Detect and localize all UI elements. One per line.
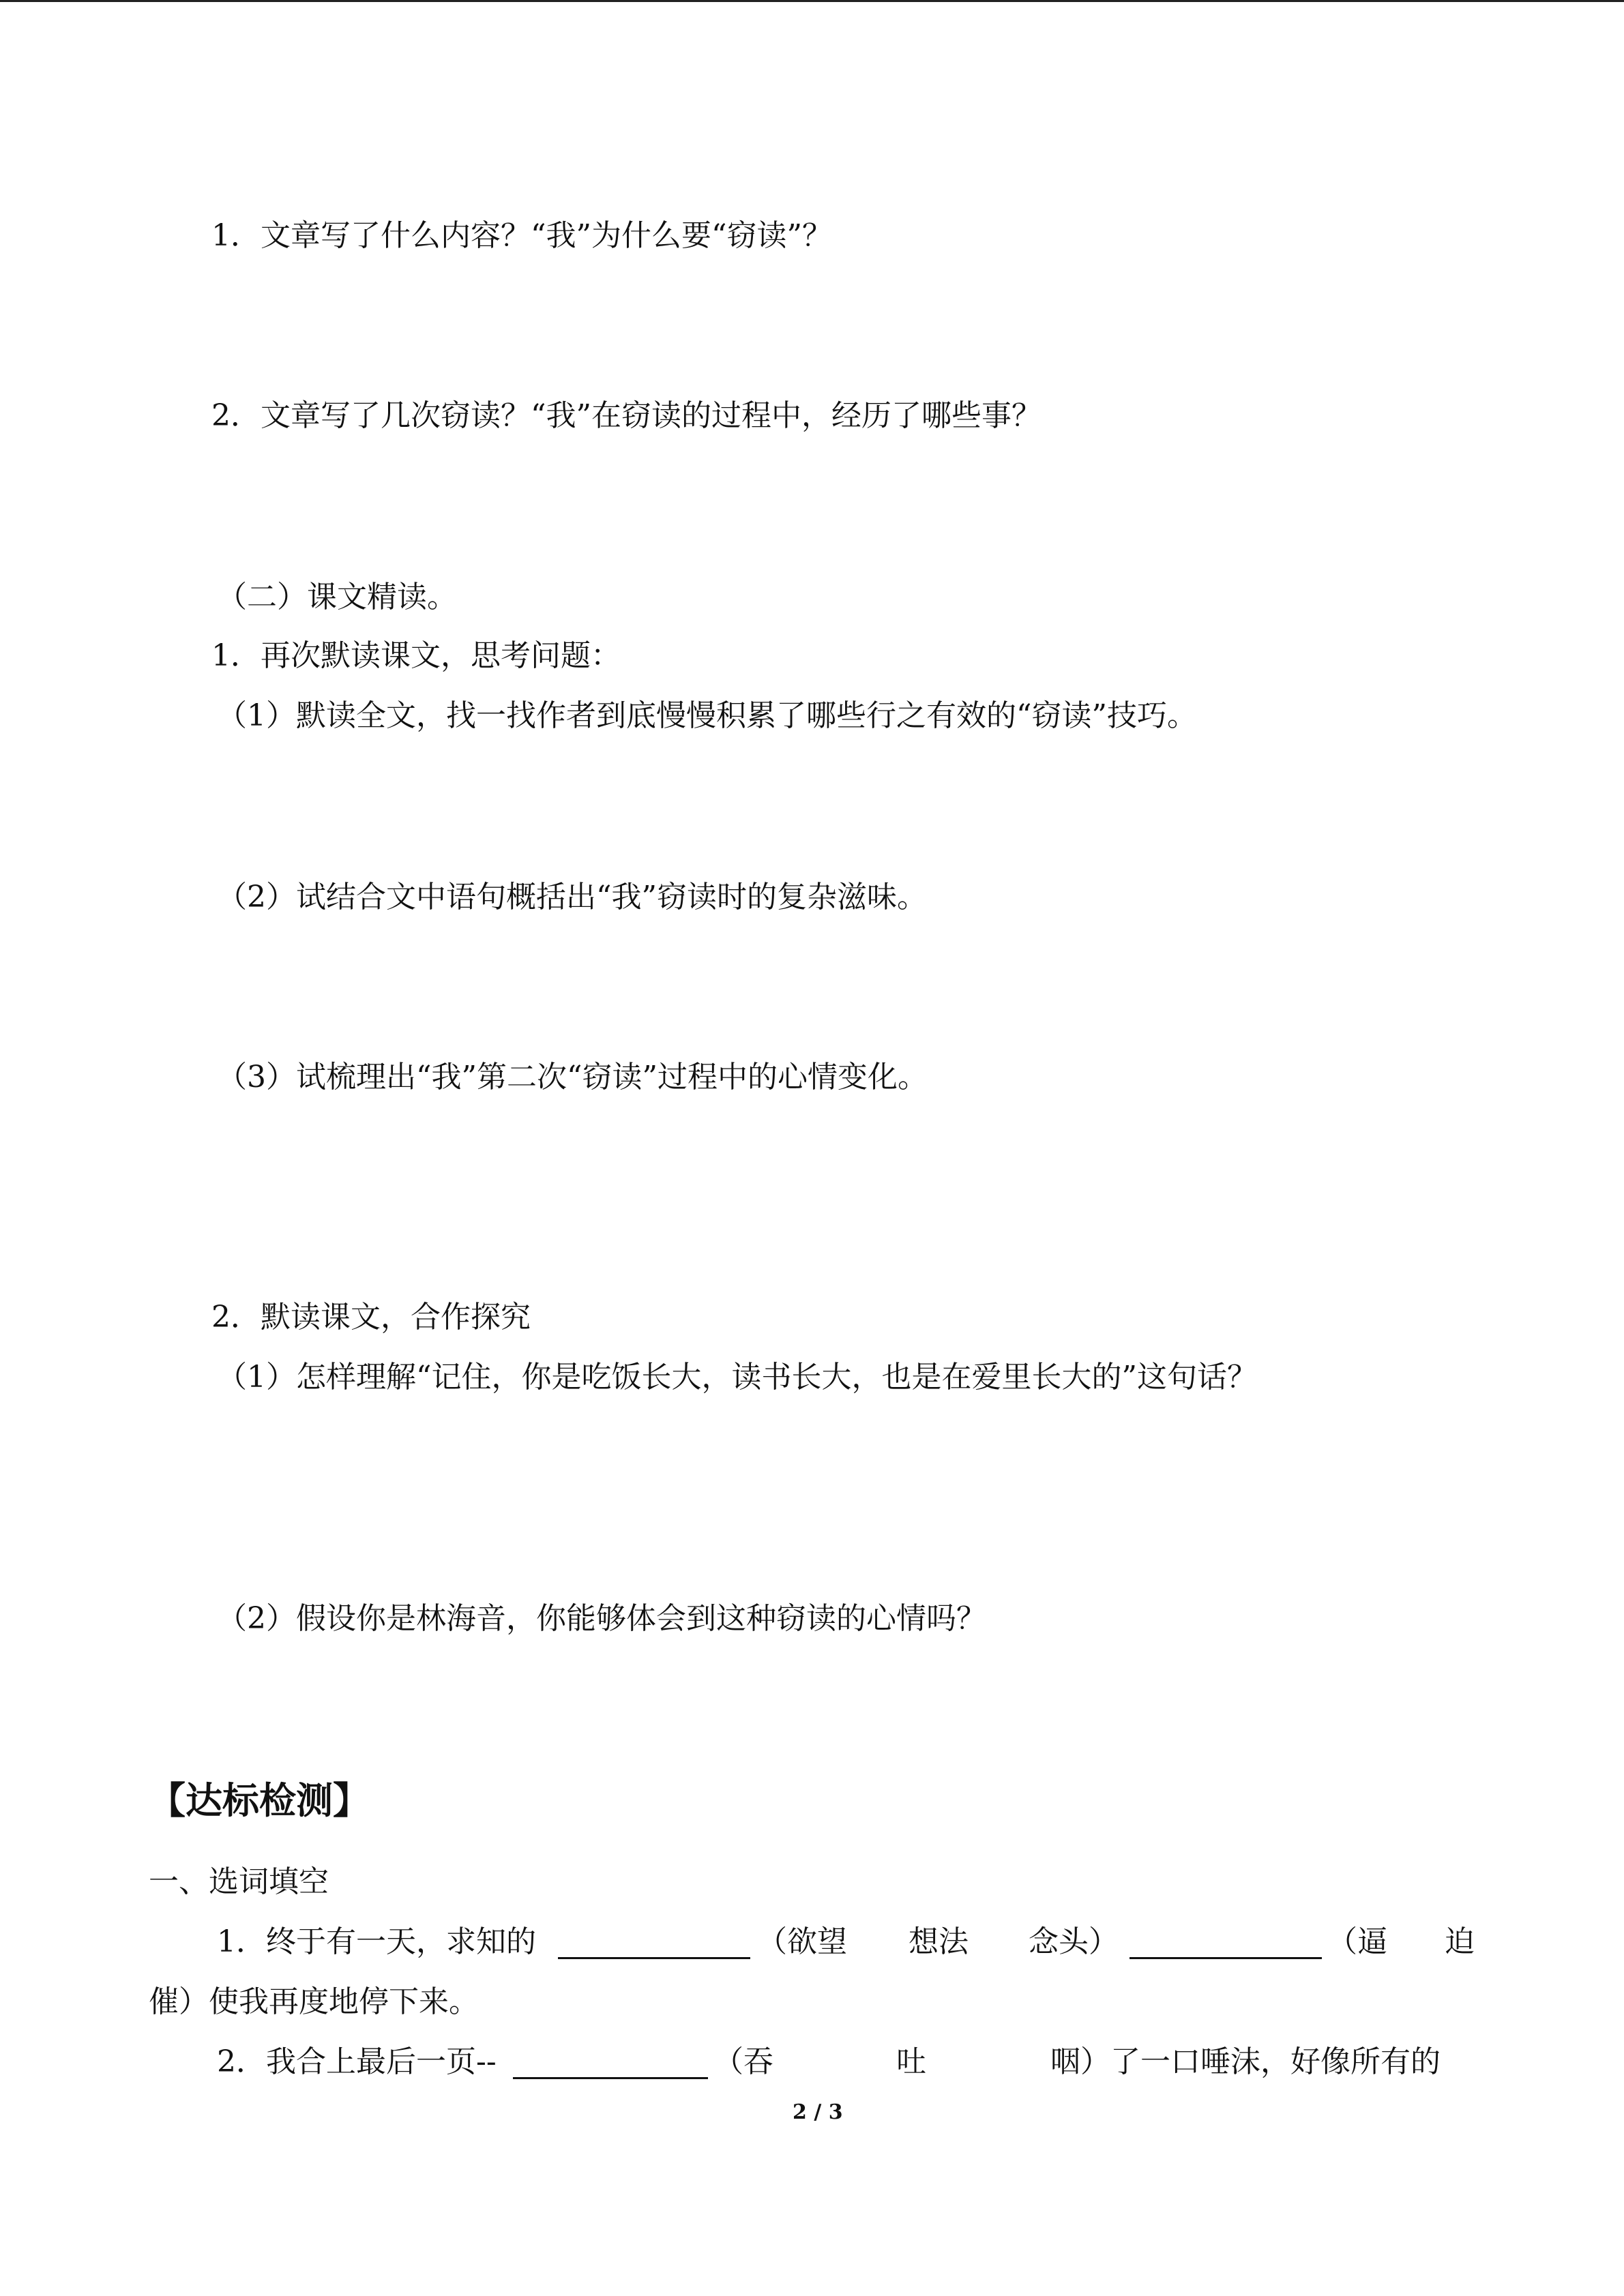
question-4: 2．默读课文，合作探究 xyxy=(211,1300,531,1335)
page-number: 2 / 3 xyxy=(793,2100,843,2124)
item-2-blank[interactable] xyxy=(513,2077,708,2079)
question-3: 1．再次默读课文，思考问题： xyxy=(211,638,621,673)
question-2: 2．文章写了几次窃读？“我”在窃读的过程中，经历了哪些事？ xyxy=(211,398,1042,433)
section-heading-close-reading: （二）课文精读。 xyxy=(217,580,457,614)
test-part-1: 一、选词填空 xyxy=(149,1864,329,1899)
item-1-blank-2[interactable] xyxy=(1130,1957,1322,1959)
item-1-option-c: 念头） xyxy=(1029,1924,1119,1959)
item-1-option-b: 想法 xyxy=(909,1924,969,1959)
item-1-prefix: 1．终于有一天，求知的 xyxy=(217,1924,536,1959)
item-1-option-a: （欲望 xyxy=(757,1924,847,1959)
item-2-prefix: 2．我合上最后一页-- xyxy=(217,2044,497,2079)
question-3-3: （3）试梳理出“我”第二次“窃读”过程中的心情变化。 xyxy=(217,1060,928,1094)
item-1-option-e: 迫 xyxy=(1445,1924,1475,1959)
test-heading: 【达标检测】 xyxy=(149,1779,370,1822)
question-4-1: （1）怎样理解“记住，你是吃饭长大，读书长大，也是在爱里长大的”这句话？ xyxy=(217,1360,1257,1395)
item-1-line-2: 催）使我再度地停下来。 xyxy=(149,1984,479,2019)
question-3-2: （2）试结合文中语句概括出“我”窃读时的复杂滋味。 xyxy=(217,880,927,914)
item-1-option-d: （逼 xyxy=(1327,1924,1387,1959)
item-2-option-c: 咽）了一口唾沫，好像所有的 xyxy=(1050,2044,1441,2079)
item-2-option-a: （吞 xyxy=(713,2044,773,2079)
top-border xyxy=(0,0,1624,2)
item-1-blank-1[interactable] xyxy=(558,1957,750,1959)
question-1: 1．文章写了什么内容？“我”为什么要“窃读”？ xyxy=(211,218,832,253)
question-4-2: （2）假设你是林海音，你能够体会到这种窃读的心情吗？ xyxy=(217,1601,986,1636)
question-3-1: （1）默读全文，找一找作者到底慢慢积累了哪些行之有效的“窃读”技巧。 xyxy=(217,698,1197,733)
item-2-option-b: 吐 xyxy=(896,2044,926,2079)
